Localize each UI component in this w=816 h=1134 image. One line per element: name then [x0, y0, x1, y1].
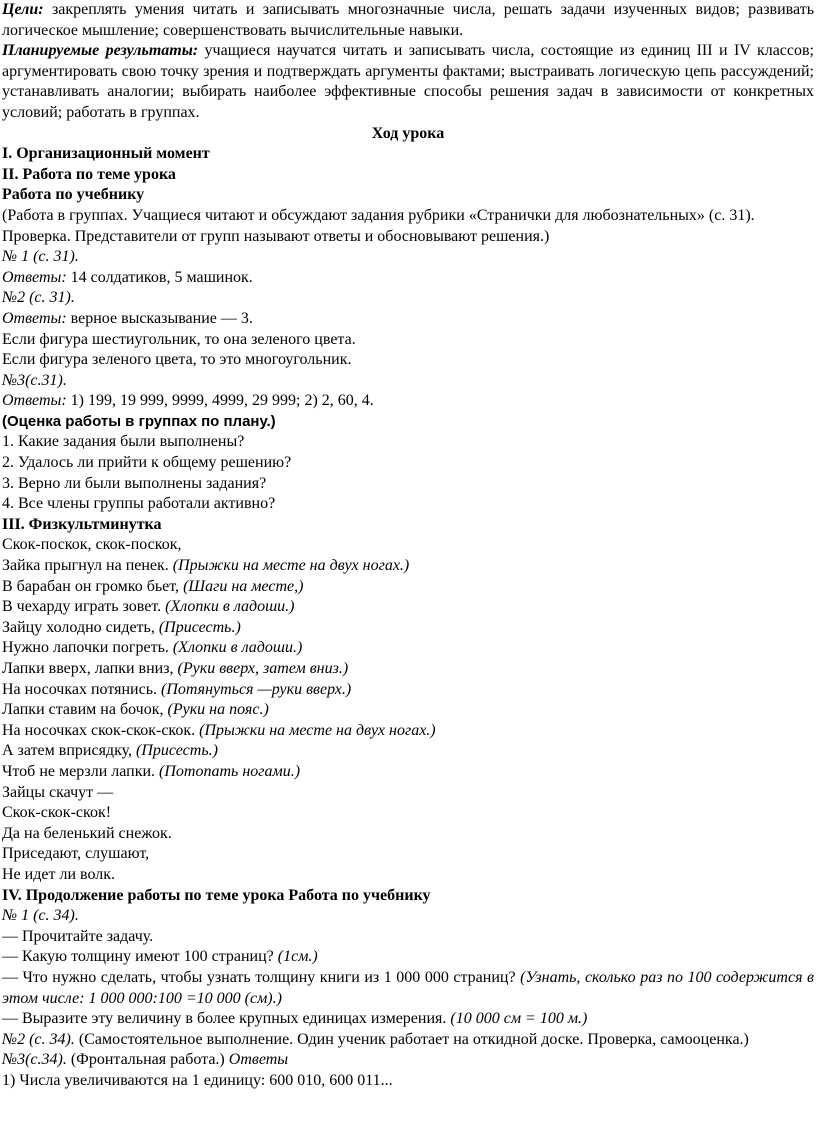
poem-line	[2, 783, 814, 804]
poem-text: Лапки ставим на бочок,	[2, 701, 168, 719]
poem-line	[2, 741, 814, 762]
task-2-line-2: Если фигура зеленого цвета, то это многоугольник.	[2, 351, 352, 369]
poem-note: (Присесть.)	[158, 618, 241, 636]
task-1-answer	[2, 268, 814, 289]
poem-text: Нужно лапочки погреть.	[2, 639, 173, 657]
task-1-answer-label: Ответы:	[2, 268, 67, 286]
poem-text: На носочках потянись.	[2, 680, 161, 698]
evaluation-item: 1. Какие задания были выполнены?	[2, 433, 245, 451]
poem-line	[2, 597, 814, 618]
task-2-answer	[2, 309, 814, 330]
task-3-ref: №3(с.31).	[2, 371, 67, 389]
poem-note: (Потянуться —руки вверх.)	[161, 680, 352, 698]
poem-text: Скок-скок-скок!	[2, 804, 112, 822]
poem-line	[2, 844, 814, 865]
poem-line	[2, 659, 814, 680]
group-work-note: (Работа в группах. Учащиеся читают и обсуждают задания рубрики «Странички для любознательных» (с. 31). Проверка. Представители от групп называют ответы и обосновывают решения.)	[2, 206, 755, 245]
results-paragraph	[2, 41, 814, 123]
poem-text: Зайцу холодно сидеть,	[2, 618, 159, 636]
section-heading-4: IV. Продолжение работы по теме урока Работа по учебнику	[2, 886, 431, 904]
textbook-heading: Работа по учебнику	[2, 186, 145, 204]
task-2-ref: №2 (с. 31).	[2, 289, 75, 307]
poem-text: Зайка прыгнул на пенек.	[2, 557, 173, 575]
poem-text: Чтоб не мерзли лапки.	[2, 762, 160, 780]
task-6-text: (Фронтальная работа.)	[66, 1051, 229, 1069]
poem-text: В чехарду играть зовет.	[2, 598, 166, 616]
evaluation-item: 2. Удалось ли прийти к общему решению?	[2, 454, 292, 472]
evaluation-item: 3. Верно ли были выполнены задания?	[2, 474, 267, 492]
poem-line	[2, 577, 814, 598]
poem-note: (Присесть.)	[136, 742, 218, 760]
poem-note: (Потопать ногами.)	[159, 762, 301, 780]
task-4-question-4-note: (10 000 см = 100 м.)	[450, 1010, 588, 1028]
poem-text: Лапки вверх, лапки вниз,	[2, 660, 178, 677]
final-line: 1) Числа увеличиваются на 1 единицу: 600 010, 600 011...	[2, 1071, 393, 1089]
goals-label: Цели:	[2, 1, 44, 18]
task-4-question-4	[2, 1009, 814, 1030]
task-3-answer	[2, 391, 814, 412]
task-3-answer-label: Ответы:	[2, 392, 67, 410]
task-2-line-1: Если фигура шестиугольник, то она зеленого цвета.	[2, 330, 356, 348]
results-label: Планируемые результаты:	[2, 42, 199, 60]
poem-text: А затем вприсядку,	[2, 742, 137, 760]
poem-line	[2, 762, 814, 783]
poem-line	[2, 824, 814, 845]
task-3-answer-text: 1) 199, 19 999, 9999, 4999, 29 999; 2) 2, 60, 4.	[66, 392, 374, 410]
poem-line	[2, 535, 814, 556]
course-title: Ход урока	[371, 124, 445, 142]
section-heading-1: I. Организационный момент	[2, 145, 210, 163]
section-heading-2: II. Работа по теме урока	[2, 165, 176, 183]
task-2-answer-text: верное высказывание — 3.	[66, 309, 253, 327]
poem-line	[2, 556, 814, 577]
poem-line	[2, 803, 814, 824]
poem-line	[2, 618, 814, 639]
poem-text: Зайцы скачут —	[2, 783, 114, 801]
lesson-document	[2, 0, 814, 1091]
poem-note: (Руки вверх, затем вниз.)	[177, 660, 349, 677]
poem-note: (Шаги на месте,)	[183, 577, 304, 595]
poem-note: (Прыжки на месте на двух ногах.)	[172, 557, 410, 575]
task-5-ref: №2 (с. 34).	[2, 1030, 75, 1048]
evaluation-heading: (Оценка работы в группах по плану.)	[2, 412, 276, 430]
task-2-answer-label: Ответы:	[2, 309, 67, 327]
poem-line	[2, 700, 814, 721]
task-4-question-3	[2, 968, 814, 1009]
task-4-ref: № 1 (с. 34).	[2, 907, 79, 925]
section-heading-3: III. Физкультминутка	[2, 515, 162, 533]
poem-text: Приседают, слушают,	[2, 845, 150, 863]
task-4-question-2-note: (1см.)	[277, 948, 318, 966]
poem-text: На носочках скок-скок-скок.	[2, 721, 200, 739]
poem-line	[2, 680, 814, 701]
poem-note: (Прыжки на месте на двух ногах.)	[199, 721, 436, 739]
task-4-question-2-text: — Какую толщину имеют 100 страниц?	[2, 948, 278, 966]
poem-note: (Руки на пояс.)	[167, 701, 269, 719]
results-text: учащиеся научатся читать и записывать числа, состоящие из единиц III и IV классов; аргументировать свою точку зрения и подтверждать аргументы фактами; выстраивать логическую цепь рассуждений; устанавливать аналогии; выбирать наиболее эффективные способы решения задач в зависимости от конкретных условий; работать в группах.	[2, 42, 815, 121]
task-6-ref: №3(с.34).	[2, 1051, 67, 1069]
poem-line	[2, 721, 814, 742]
poem-note: (Хлопки в ладоши.)	[165, 598, 295, 616]
task-4-question-4-text: — Выразите эту величину в более крупных единицах измерения.	[2, 1010, 451, 1028]
task-4-question-3-note: (Узнать, сколько раз по 100 содержится в этом числе: 1 000 000:100 =10 000 (см).)	[2, 968, 815, 1007]
task-4-question-2	[2, 947, 814, 968]
task-6-answer-label: Ответы	[228, 1051, 289, 1069]
poem-text: Да на беленький снежок.	[2, 824, 172, 842]
task-4-question-1: — Прочитайте задачу.	[2, 927, 154, 945]
goals-text: закреплять умения читать и записывать многозначные числа, решать задачи изученных видов; развивать логическое мышление; совершенствовать вычислительные навыки.	[2, 1, 814, 39]
poem-note: (Хлопки в ладоши.)	[172, 639, 303, 657]
poem-text: Скок-поскок, скок-поскок,	[2, 536, 182, 554]
task-5-paragraph	[2, 1030, 814, 1051]
goals-paragraph	[2, 0, 814, 41]
task-4-question-3-text: — Что нужно сделать, чтобы узнать толщину книги из 1 000 000 страниц?	[2, 968, 521, 986]
poem-line	[2, 638, 814, 659]
task-1-answer-text: 14 солдатиков, 5 машинок.	[66, 268, 253, 286]
poem-text: В барабан он громко бьет,	[2, 577, 184, 595]
evaluation-item: 4. Все члены группы работали активно?	[2, 495, 276, 513]
task-5-text: (Самостоятельное выполнение. Один ученик работает на откидной доске. Проверка, самооценка.)	[74, 1030, 749, 1048]
poem-text: Не идет ли волк.	[2, 865, 115, 883]
task-6-paragraph	[2, 1050, 814, 1071]
poem-line	[2, 865, 814, 886]
task-1-ref: № 1 (с. 31).	[2, 248, 79, 266]
